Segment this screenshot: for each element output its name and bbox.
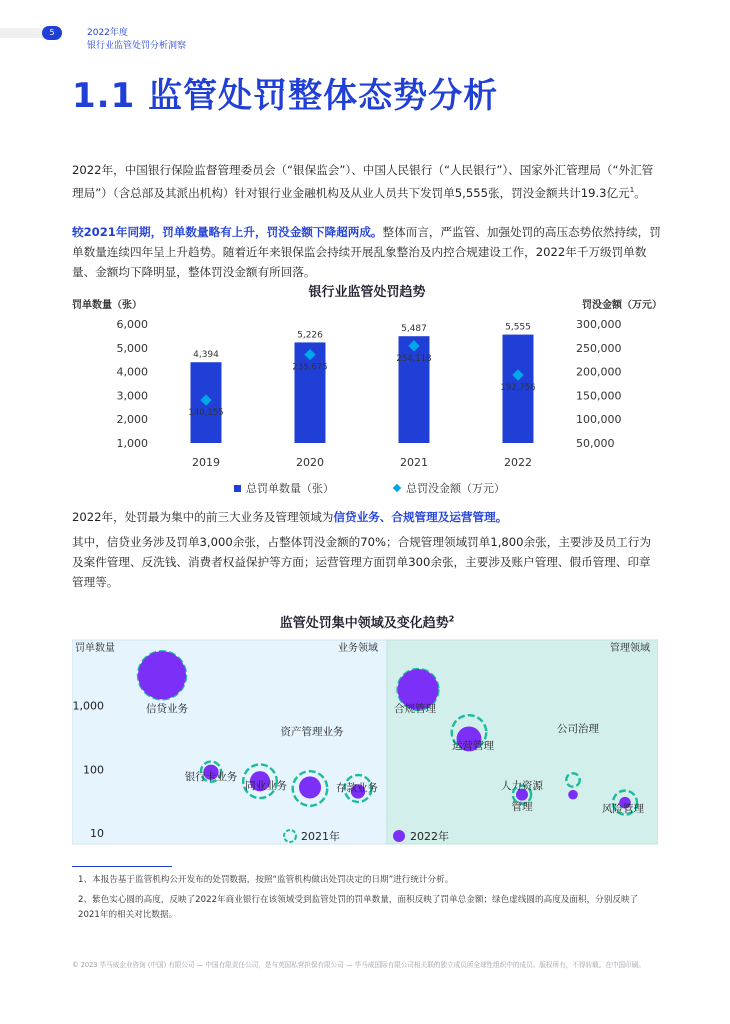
- footnote-1: 1、本报告基于监管机构公开发布的处罚数据，按照“监管机构做出处罚决定的日期”进行统计分析。: [78, 875, 454, 885]
- bubble-label: 合规管理: [394, 703, 436, 715]
- diamond-value-label: 254,118: [396, 353, 432, 364]
- x-tick-label: 2020: [296, 456, 324, 469]
- copyright-footer: © 2023 毕马威企业咨询 (中国) 有限公司 — 中国有限责任公司，是与英国私营担保有限公司 — 毕马威国际有限公司相关联的独立成员所全球性组织中的成员。版权所有，不得转载。在中国印刷。: [72, 961, 645, 969]
- page-number-badge: 5: [42, 26, 62, 40]
- legend-bar-swatch: [234, 485, 241, 492]
- penalty-trend-chart: [72, 282, 662, 500]
- bar-value-label: 4,394: [193, 350, 219, 361]
- legend-2022-swatch: [393, 830, 405, 842]
- report-year: 2022年度: [87, 28, 128, 38]
- bubble-2022-公司治理: [568, 790, 578, 800]
- footnote-2: 2、紫色实心圆的高度，反映了2022年商业银行在该领域受到监管处罚的罚单数量，面积反映了罚单总金额；绿色虚线圆的高度及面积，分别反映了2021年的相关对比数据。: [78, 895, 639, 920]
- paragraph-top-areas: [72, 507, 662, 527]
- y-tick-label: 6,000: [116, 318, 148, 331]
- bubble-label: 信贷业务: [146, 703, 188, 715]
- y-tick-label: 4,000: [116, 365, 148, 379]
- legend-bar-label: 总罚单数量（张）: [246, 482, 334, 495]
- business-panel: [72, 640, 387, 844]
- footnote-ref-2: 2: [448, 614, 455, 624]
- y-tick-label: 2,000: [116, 413, 148, 427]
- y-axis-label: 罚单数量（张）: [72, 300, 142, 311]
- footnote-divider: [72, 866, 172, 867]
- y2-tick-label: 50,000: [576, 437, 615, 450]
- bubble-label: 管理: [511, 801, 533, 813]
- y2-tick-label: 200,000: [576, 365, 622, 379]
- y-tick-label: 100: [83, 763, 104, 777]
- section-title: 1.1 监管处罚整体态势分析: [72, 76, 499, 116]
- bubble-label: 银行卡业务: [184, 771, 238, 783]
- paragraph-trend: [72, 222, 662, 282]
- bar-2021: [399, 336, 430, 443]
- bubble-label: 存款业务: [336, 782, 378, 794]
- chart-title: 银行业监管处罚趋势: [308, 285, 426, 300]
- paragraph-overview: [72, 160, 662, 203]
- bubble-2022-信贷业务: [138, 651, 186, 699]
- bubble-label: 风险管理: [602, 803, 644, 815]
- panel-label-business: 业务领域: [338, 643, 378, 654]
- y2-tick-label: 300,000: [576, 318, 622, 331]
- y-axis-label: 罚单数量: [75, 643, 115, 654]
- legend-diamond-label: 总罚没金额（万元）: [406, 482, 505, 495]
- footnote-ref-1: 1: [629, 186, 635, 194]
- y2-axis-label: 罚没金额（万元）: [582, 300, 662, 311]
- bubble-label: 资产管理业务: [280, 726, 344, 738]
- focus-areas-chart-title: [72, 612, 662, 631]
- paragraph-top-areas-text: 2022年，处罚最为集中的前三大业务及管理领域为: [72, 510, 334, 524]
- legend-2022-label: 2022年: [410, 830, 449, 843]
- y2-tick-label: 150,000: [576, 389, 622, 403]
- diamond-value-label: 192,756: [500, 383, 536, 394]
- paragraph-overview-text: 2022年，中国银行保险监督管理委员会（“银保监会”）、中国人民银行（“人民银行”）、国家外汇管理局（“外汇管理局”）（含总部及其派出机构）针对银行业金融机构及从业人员共下发罚单5,555张，罚没金额共计19.3亿元: [72, 163, 654, 200]
- page-header: [0, 22, 400, 58]
- bar-value-label: 5,487: [401, 324, 427, 335]
- y-tick-label: 1,000: [116, 437, 148, 450]
- bubble-label: 公司治理: [557, 723, 599, 735]
- x-tick-label: 2021: [400, 456, 428, 469]
- y-tick-label: 10: [90, 827, 104, 840]
- paragraph-overview-end: 。: [634, 185, 646, 200]
- y2-tick-label: 100,000: [576, 413, 622, 427]
- diamond-value-label: 140,155: [188, 408, 224, 419]
- x-tick-label: 2019: [192, 456, 220, 469]
- bar-value-label: 5,555: [505, 322, 531, 333]
- paragraph-trend-text: 整体而言，严监管、加强处罚的高压态势依然持续，罚单数量连续四年呈上升趋势。随着近年来银保监会持续开展乱象整治及内控合规建设工作，2022年千万级罚单数量、金额均下降明显，整体罚没金额有所回落。: [72, 225, 661, 279]
- focus-areas-bubble-chart: [72, 634, 658, 850]
- focus-areas-title-text: 监管处罚集中领域及变化趋势: [279, 616, 449, 631]
- bubble-label: 人力资源: [501, 780, 543, 792]
- report-title: 银行业监管处罚分析洞察: [87, 41, 187, 51]
- y-tick-label: 3,000: [116, 389, 148, 403]
- panel-label-management: 管理领域: [610, 643, 650, 654]
- diamond-value-label: 235,675: [292, 362, 328, 373]
- paragraph-trend-highlight: 较2021年同期，罚单数量略有上升，罚没金额下降超两成。: [72, 225, 383, 239]
- bubble-label: 运营管理: [452, 740, 494, 752]
- y-tick-label: 1,000: [72, 699, 104, 713]
- y-tick-label: 5,000: [116, 341, 148, 355]
- paragraph-details: 其中，信贷业务涉及罚单3,000余张，占整体罚没金额的70%；合规管理领域罚单1,800余张，主要涉及员工行为及案件管理、反洗钱、消费者权益保护等方面；运营管理方面罚单300余张，主要涉及账户管理、假币管理、印章管理等。: [72, 535, 652, 589]
- bubble-2022-资产管理业务: [299, 776, 321, 798]
- paragraph-top-areas-highlight: 信贷业务、合规管理及运营管理。: [333, 510, 508, 524]
- legend-2021-label: 2021年: [301, 830, 340, 843]
- y2-tick-label: 250,000: [576, 341, 622, 355]
- bar-value-label: 5,226: [297, 330, 323, 341]
- legend-diamond-swatch: [393, 484, 401, 492]
- bubble-label: 同业业务: [245, 780, 287, 792]
- x-tick-label: 2022: [504, 456, 532, 469]
